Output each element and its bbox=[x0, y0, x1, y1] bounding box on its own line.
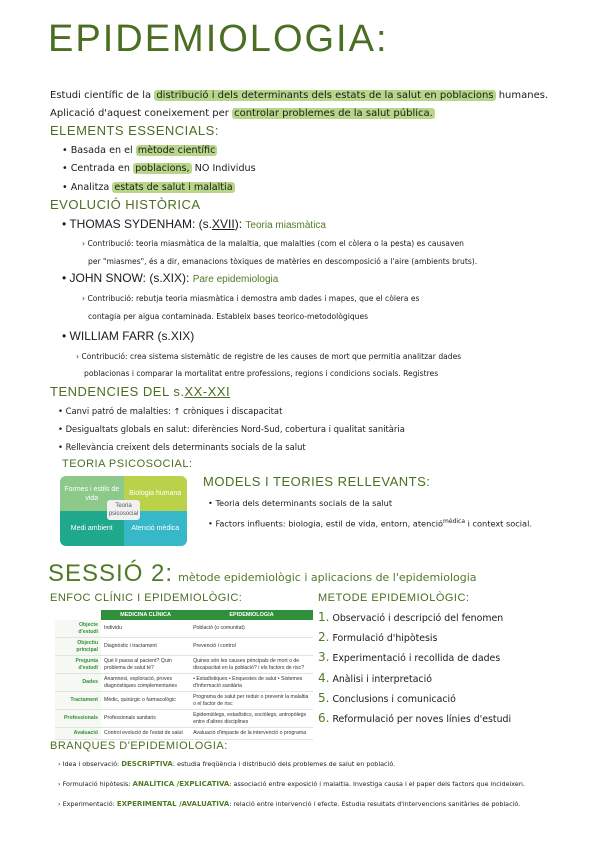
branca-item-1: › Idea i observació: DESCRIPTIVA: estudia freqüència i distribució dels problemes de salut en població. bbox=[58, 760, 396, 768]
quadrant-biology: Biologia humana bbox=[124, 476, 188, 511]
metode-step-1: 1. Observació i descripció del fenomen bbox=[318, 610, 504, 624]
metode-step-5: 5. Conclusions i comunicació bbox=[318, 690, 456, 705]
table-row: Avaluació Control evolució de l'estat de salut Avaluació d'impacte de la intervenció o programa bbox=[55, 728, 313, 740]
models-item-2: • Factors influents: biologia, estil de vida, entorn, atenció$^{mèdica}$ i context social. bbox=[208, 518, 532, 529]
comparison-table bbox=[55, 610, 313, 740]
farr-contribution-1: › Contribució: crea sistema sistemàtic de registre de les causes de mort que permitia analitzar dades bbox=[76, 352, 462, 361]
metode-heading: METODE EPIDEMIOLÒGIC: bbox=[318, 592, 470, 604]
table-row: Objecte d'estudi Individu Població (o comunitat) bbox=[55, 620, 313, 638]
sydenham-contribution-1: › Contribució: teoria miasmàtica de la malaltia, que malalties (com el còlera o la pesta) es causaven bbox=[82, 239, 464, 248]
models-heading: MODELS I TEORIES RELLEVANTS: bbox=[203, 474, 431, 489]
elements-item-1: • Basada en el mètode científic bbox=[62, 145, 216, 156]
snow-title: • JOHN SNOW: (s.XIX): Pare epidemiologia bbox=[62, 271, 279, 285]
metode-step-6: 6. Reformulació per noves línies d'estudi bbox=[318, 711, 512, 726]
table-header-clinical: MEDICINA CLÍNICA bbox=[101, 610, 190, 620]
elements-item-3: • Analitza estats de salut i malaltia bbox=[62, 182, 233, 193]
snow-contribution-2: contagia per aigua contaminada. Estableix bases teorico-metodològiques bbox=[88, 312, 369, 321]
quadrant-medical-care: Atenció mèdica bbox=[124, 511, 188, 546]
psychosocial-diagram bbox=[60, 476, 187, 546]
branques-heading: BRANQUES D'EPIDEMIOLOGIA: bbox=[50, 740, 228, 752]
tendencies-heading: TENDENCIES DEL s.XX-XXI bbox=[50, 384, 231, 399]
metode-step-4: 4. Anàlisi i interpretació bbox=[318, 670, 432, 685]
intro-line-2: Aplicació d'aquest coneixement per controlar problemes de la salut pública. bbox=[50, 108, 433, 119]
branca-item-3: › Experimentació: EXPERIMENTAL /AVALUATIVA: relació entre intervenció i efecte. Estudia resultats d'intervencions sanitàries de població. bbox=[58, 800, 521, 808]
sydenham-contribution-2: per "miasmes", és a dir, emanacions tòxiques de matèries en descomposició a l'aire (ambients bruts). bbox=[88, 257, 478, 266]
quadrant-center-label: Teoria psicosocial bbox=[107, 500, 140, 520]
elements-item-2: • Centrada en poblacions, NO Individus bbox=[62, 163, 256, 174]
table-row: Professionals Professionals sanitaris Epidemiòlegs, estadístics, sociòlegs, antropòlegs entre d'altres disciplines bbox=[55, 710, 313, 728]
farr-contribution-2: poblacionas i comparar la mortalitat entre professions, regions i condicions socials. Registres bbox=[84, 369, 439, 378]
elements-heading: ELEMENTS ESSENCIALS: bbox=[50, 123, 219, 138]
tendencies-item-3: • Rellevància creixent dels determinants socials de la salut bbox=[58, 442, 306, 452]
table-row: Pregunta d'estudi Què li passa al pacient? Quin problema de salut té? Quines són les causes principals de mort o de discapacitat en la població? i els factors de risc? bbox=[55, 656, 313, 674]
table-header-empty bbox=[55, 610, 101, 620]
branca-item-2: › Formulació hipòtesis: ANALÍTICA /EXPLICATIVA: associació entre exposició i malaltia. Investiga causa i el paper dels factors que incideixen. bbox=[58, 780, 525, 788]
enfoc-heading: ENFOC CLÍNIC I EPIDEMIOLÒGIC: bbox=[50, 592, 243, 604]
metode-step-2: 2. Formulació d'hipòtesis bbox=[318, 630, 438, 645]
tendencies-item-1: • Canvi patró de malalties: ↑ cròniques i discapacitat bbox=[58, 406, 283, 416]
table-header-epidemiology: EPIDEMIOLOGIA bbox=[190, 610, 313, 620]
table-row: Dades Anamnesi, exploració, proves diagnòstiques complementaries • Estadístiques • Enquestes de salut • Sistemes d'informació sanitària bbox=[55, 674, 313, 692]
intro-line-1: Estudi científic de la distribució i dels determinants dels estats de la salut en poblacions humanes. bbox=[50, 90, 549, 101]
table-row: Tractament Mèdic, quirúrgic o farmacològic Programa de salut per reduir o prevenir la malaltia o el factor de risc bbox=[55, 692, 313, 710]
page-title: EPIDEMIOLOGIA: bbox=[48, 18, 389, 60]
models-item-1: • Teoria dels determinants socials de la salut bbox=[208, 498, 393, 508]
sessio-heading: SESSIÓ 2: mètode epidemiològic i aplicacions de l'epidemiologia bbox=[48, 560, 477, 587]
snow-contribution-1: › Contribució: rebutja teoria miasmàtica i demostra amb dades i mapes, que el còlera es bbox=[82, 294, 420, 303]
teoria-psico-heading: TEORIA PSICOSOCIAL: bbox=[62, 458, 193, 470]
tendencies-item-2: • Desigualtats globals en salut: diferències Nord-Sud, cobertura i qualitat sanitària bbox=[58, 424, 405, 434]
table-row: Objectiu principal Diagnòstic i tractament Prevenció i control bbox=[55, 638, 313, 656]
sydenham-title: • THOMAS SYDENHAM: (s.XVII): Teoria miasmàtica bbox=[62, 217, 326, 231]
table-header-row bbox=[55, 610, 313, 620]
quadrant-lifestyle: Formes i estils de vida bbox=[60, 476, 124, 511]
metode-steps bbox=[318, 608, 511, 729]
farr-title: • WILLIAM FARR (s.XIX) bbox=[62, 329, 195, 343]
evolucio-heading: EVOLUCIÓ HISTÒRICA bbox=[50, 197, 201, 212]
metode-step-3: 3. Experimentació i recollida de dades bbox=[318, 650, 501, 665]
quadrant-environment: Medi ambient bbox=[60, 511, 124, 546]
